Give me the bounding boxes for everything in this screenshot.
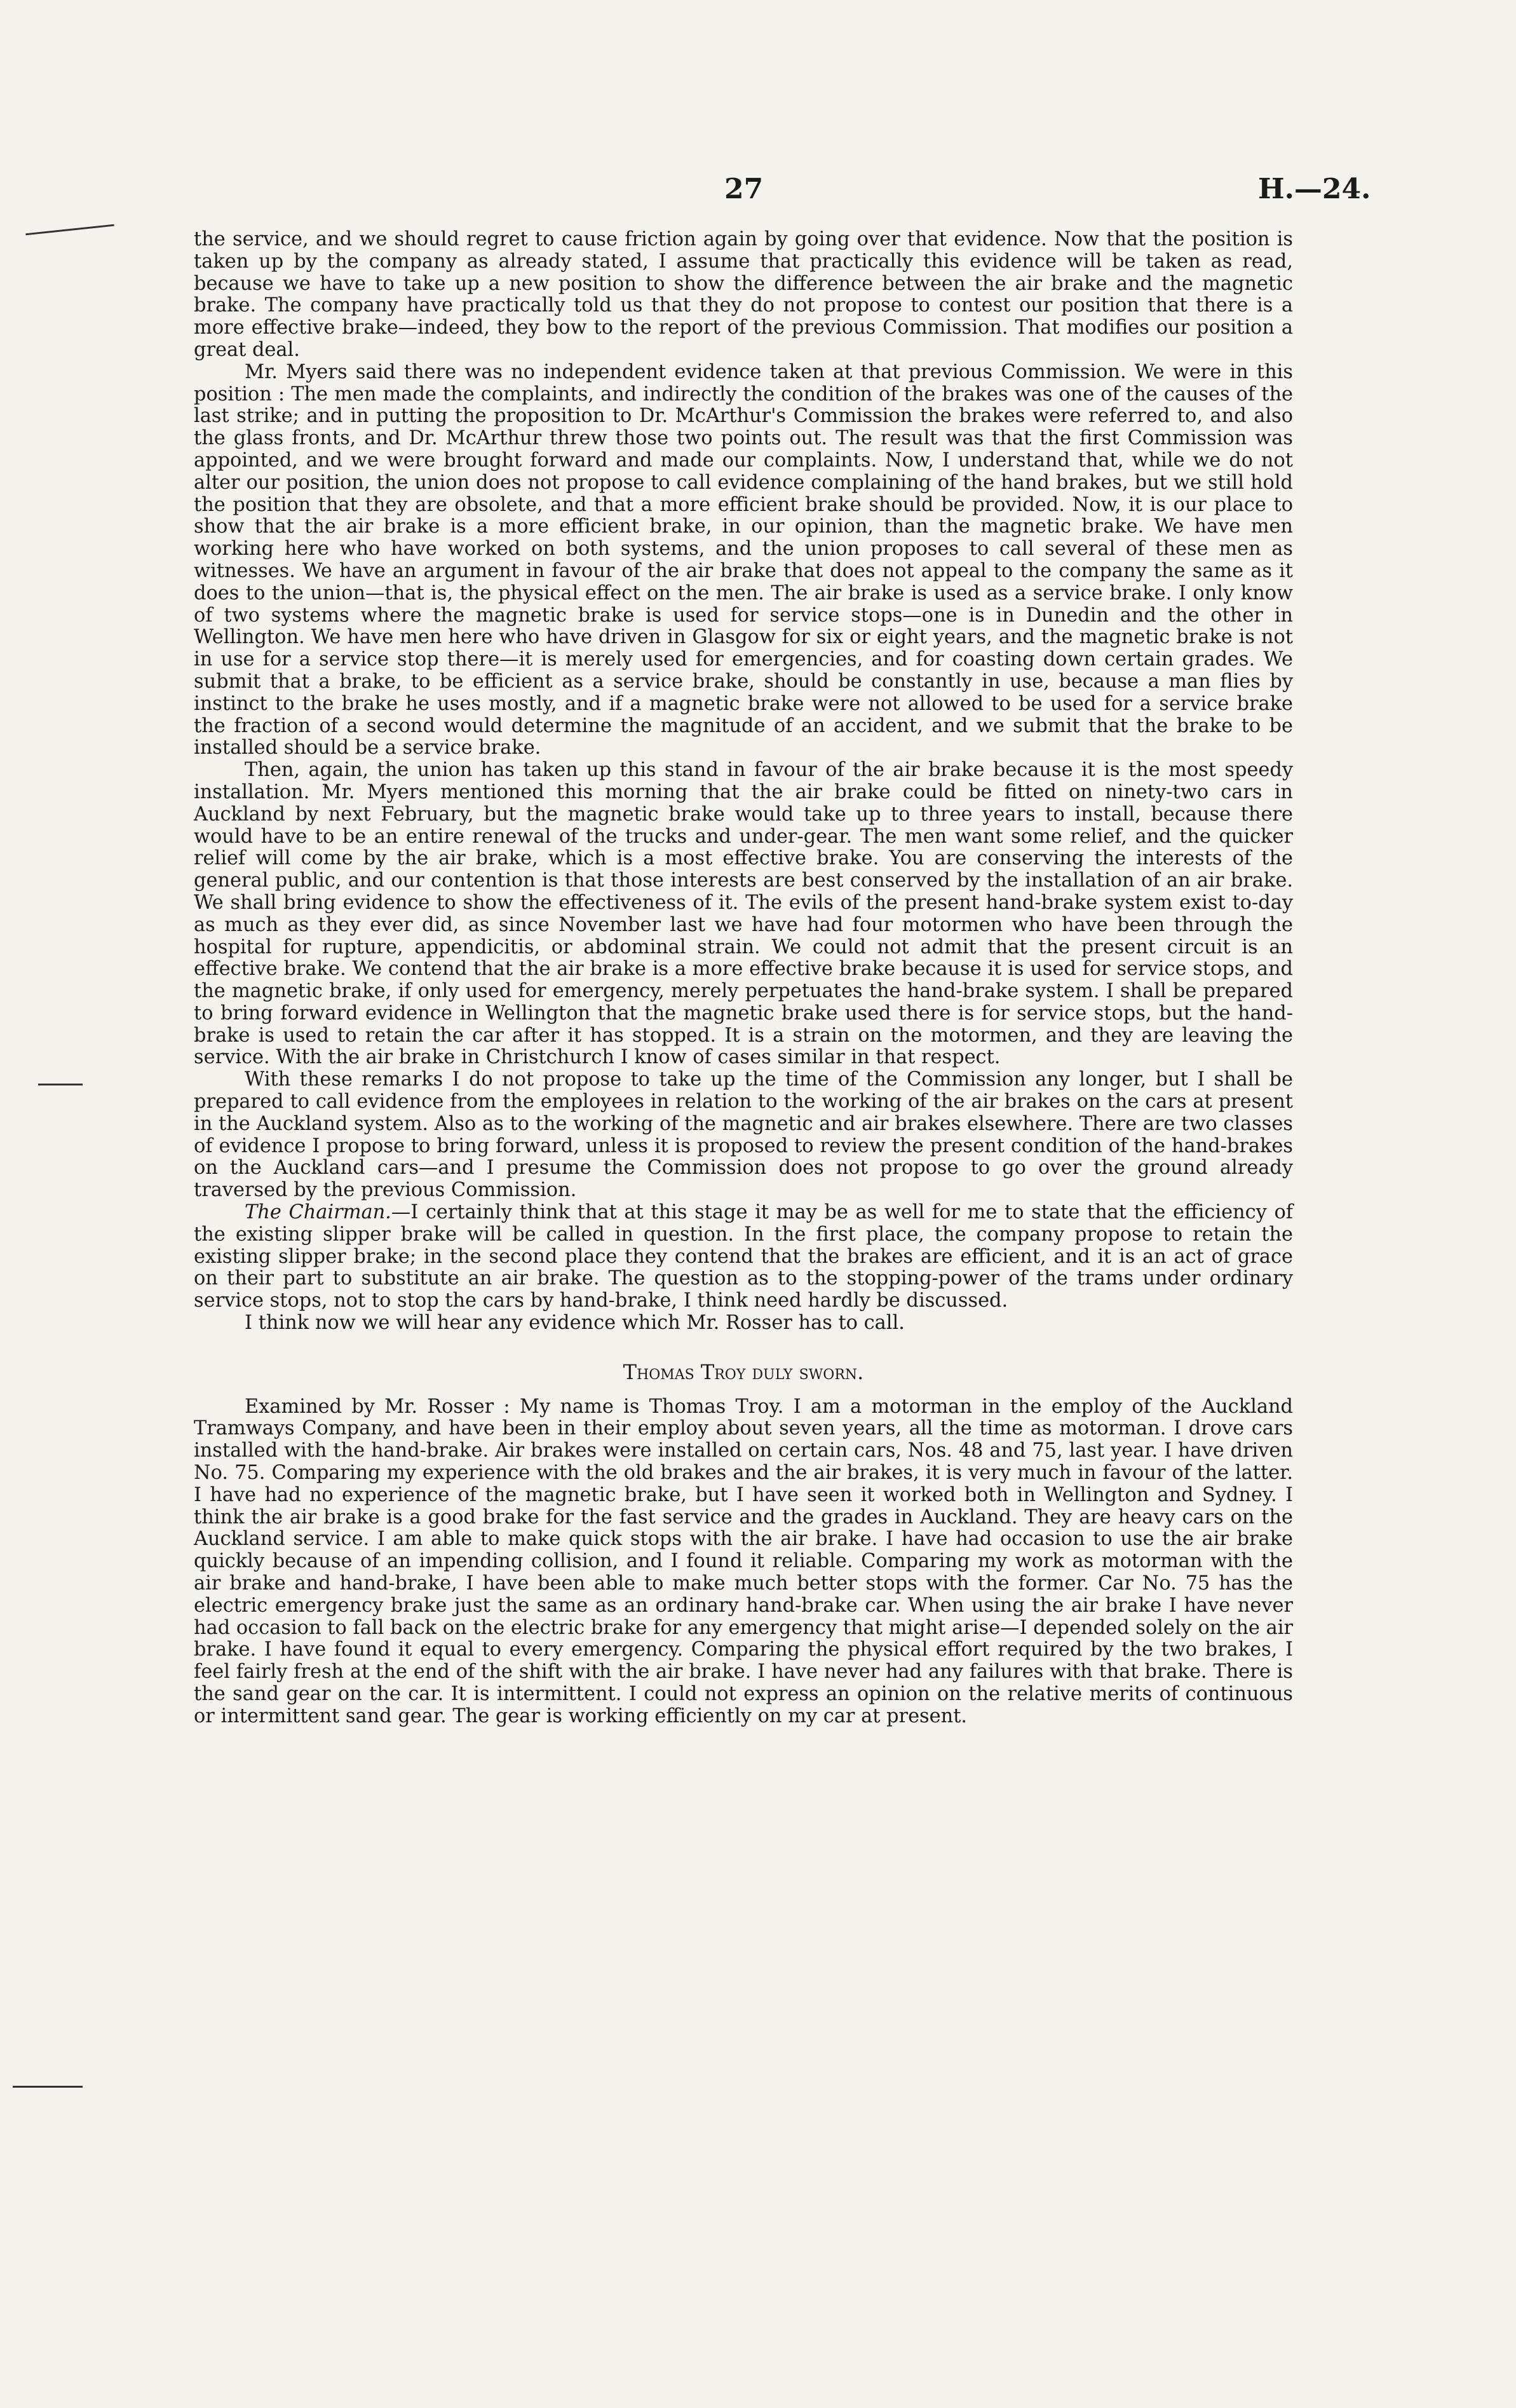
document-reference: H.—24. (1258, 173, 1371, 205)
paragraph-chairman (194, 1202, 1293, 1312)
margin-scribble-top (25, 224, 114, 236)
document-body (194, 229, 1293, 1728)
margin-scribble-lower (13, 2086, 83, 2088)
witness-heading: Thomas Troy duly sworn. (623, 1359, 864, 1384)
chairman-statement: —I certainly think that at this stage it may be as well for me to state that the efficiency of the existing slipper brake will be called in question. In the first place, the company propose to retain the existing slipper brake; in the second place they contend that the brakes are efficient, and it is an act of grace on their part to substitute an air brake. The question as to the stopping-power of the trams under ordinary service stops, not to stop the cars by hand-brake, I think need hardly be discussed. (194, 1201, 1293, 1312)
paragraph-myers: Mr. Myers said there was no independent evidence taken at that previous Commission. We were in this position : The men made the complaints, and indirectly the condition of the brakes was one of the causes of the last strike; and in putting the proposition to Dr. McArthur's Commission the brakes were referred to, and also the glass fronts, and Dr. McArthur threw those two points out. The result was that the first Commission was appointed, and we were brought forward and made our complaints. Now, I understand that, while we do not alter our position, the union does not propose to call evidence complaining of the hand brakes, but we still hold the position that they are obsolete, and that a more efficient brake should be provided. Now, it is our place to show that the air brake is a more efficient brake, in our opinion, than the magnetic brake. We have men working here who have worked on both systems, and the union proposes to call several of these men as witnesses. We have an argument in favour of the air brake that does not appeal to the company the same as it does to the union—that is, the physical effect on the men. The air brake is used as a service brake. I only know of two systems where the magnetic brake is used for service stops—one is in Dunedin and the other in Wellington. We have men here who have driven in Glasgow for six or eight years, and the magnetic brake is not in use for a service stop there—it is merely used for emergencies, and for coasting down certain grades. We submit that a brake, to be efficient as a service brake, should be constantly in use, because a man flies by instinct to the brake he uses mostly, and if a magnetic brake were not allowed to be used for a service brake the fraction of a second would determine the magnitude of an accident, and we submit that the brake to be installed should be a service brake. (194, 360, 1293, 759)
paragraph-call-evidence: I think now we will hear any evidence which Mr. Rosser has to call. (245, 1312, 905, 1335)
paragraph-closing-remarks: With these remarks I do not propose to take up the time of the Commission any longer, but I shall be prepared to call evidence from the employees in relation to the working of the air brakes on the cars at present in the Auckland system. Also as to the working of the magnetic and air brakes elsewhere. There are two classes of evidence I propose to bring forward, unless it is proposed to review the present condition of the hand-brakes on the Auckland cars—and I presume the Commission does not propose to go over the ground already traversed by the previous Commission. (194, 1068, 1293, 1202)
paragraph-examination: Examined by Mr. Rosser : My name is Thomas Troy. I am a motorman in the employ of the Auckland Tramways Company, and have been in their employ about seven years, all the time as motorman. I drove cars installed with the hand-brake. Air brakes were installed on certain cars, Nos. 48 and 75, last year. I have driven No. 75. Comparing my experience with the old brakes and the air brakes, it is very much in favour of the latter. I have had no experience of the magnetic brake, but I have seen it worked both in Wellington and Sydney. I think the air brake is a good brake for the fast service and the grades in Auckland. They are heavy cars on the Auckland service. I am able to make quick stops with the air brake. I have had occasion to use the air brake quickly because of an impending collision, and I found it reliable. Comparing my work as motorman with the air brake and hand-brake, I have been able to make much better stops with the former. Car No. 75 has the electric emergency brake just the same as an ordinary hand-brake car. When using the air brake I have never had occasion to fall back on the electric brake for any emergency that might arise—I depended solely on the air brake. I have found it equal to every emergency. Comparing the physical effort required by the two brakes, I feel fairly fresh at the end of the shift with the air brake. I have never had any failures with that brake. There is the sand gear on the car. It is intermittent. I could not express an opinion on the relative merits of continuous or intermittent sand gear. The gear is working efficiently on my car at present. (194, 1395, 1293, 1727)
paragraph-continuation: the service, and we should regret to cause friction again by going over that evidence. Now that the position is taken up by the company as already stated, I assume that practically this evidence will be taken as read, because we have to take up a new position to show the difference between the air brake and the magnetic brake. The company have practically told us that they do not propose to contest our position that there is a more effective brake—indeed, they bow to the report of the previous Commission. That modifies our position a great deal. (194, 228, 1293, 361)
margin-scribble-middle (38, 1084, 83, 1085)
page-number: 27 (724, 173, 764, 205)
speaker-label: The Chairman. (245, 1201, 391, 1224)
paragraph-union-stand: Then, again, the union has taken up this stand in favour of the air brake because it is the most speedy installation. Mr. Myers mentioned this morning that the air brake could be fitted on ninety-two cars in Auckland by next February, but the magnetic brake would take up to three years to install, because there would have to be an entire renewal of the trucks and under-gear. The men want some relief, and the quicker relief will come by the air brake, which is a most effective brake. You are conserving the interests of the general public, and our contention is that those interests are best conserved by the installation of an air brake. We shall bring evidence to show the effectiveness of it. The evils of the present hand-brake system exist to-day as much as they ever did, as since November last we have had four motormen who have been through the hospital for rupture, appendicitis, or abdominal strain. We could not admit that the present circuit is an effective brake. We contend that the air brake is a more effective brake because it is used for service stops, and the magnetic brake, if only used for emergency, merely perpetuates the hand-brake system. I shall be prepared to bring forward evidence in Wellington that the magnetic brake used there is for service stops, but the hand-brake is used to retain the car after it has stopped. It is a strain on the motormen, and they are leaving the service. With the air brake in Christchurch I know of cases similar in that respect. (194, 759, 1293, 1069)
